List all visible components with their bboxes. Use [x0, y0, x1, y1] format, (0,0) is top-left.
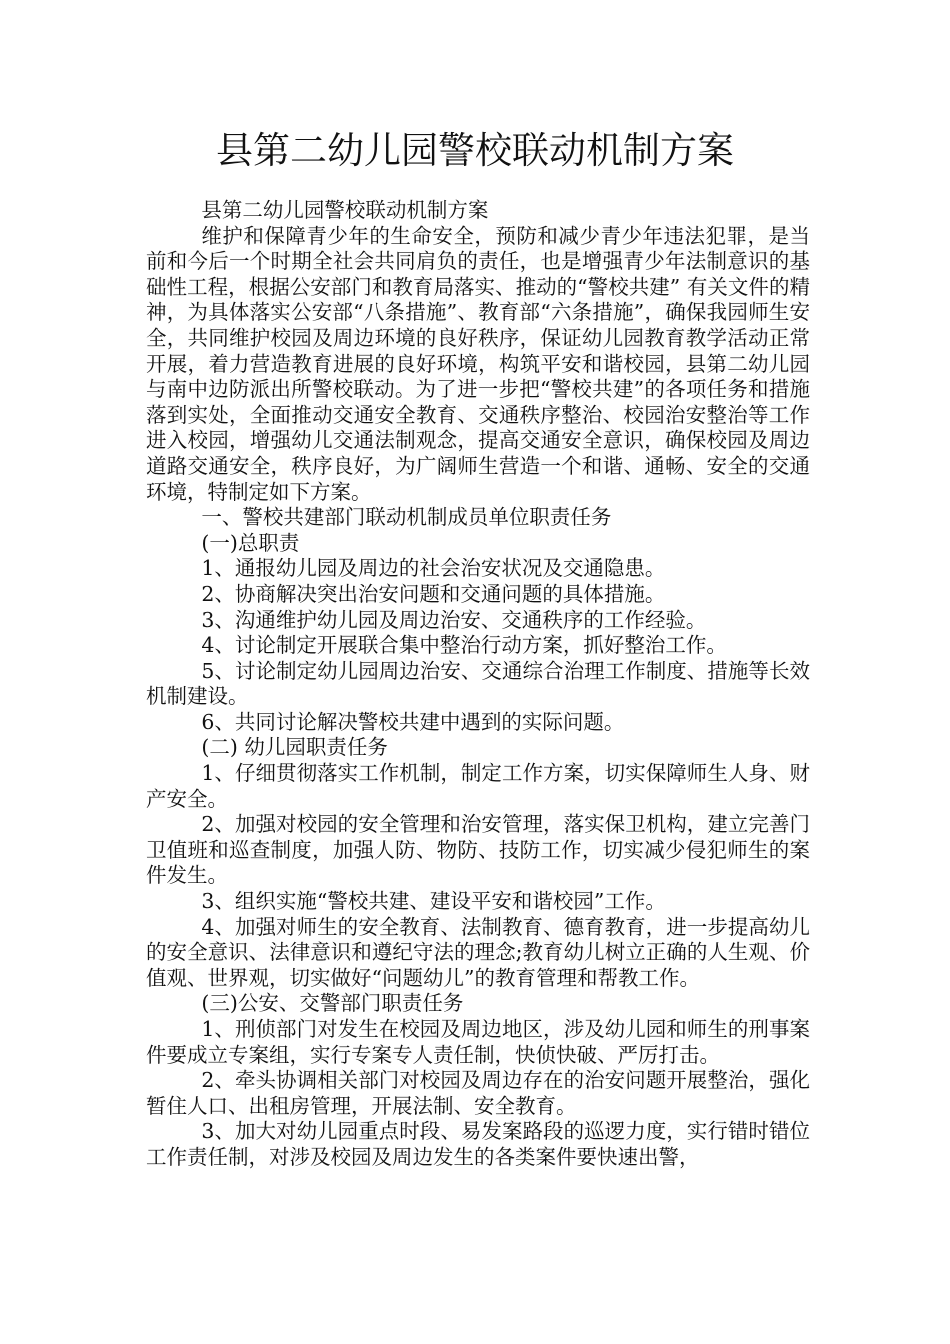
list-item: 1、刑侦部门对发生在校园及周边地区，涉及幼儿园和师生的刑事案件要成立专案组，实行专案专人责任制，快侦快破、严厉打击。 — [146, 1017, 810, 1067]
document-title: 县第二幼儿园警校联动机制方案 — [216, 129, 734, 172]
section-heading-1: 一、警校共建部门联动机制成员单位职责任务 — [201, 505, 612, 530]
list-item: 2、牵头协调相关部门对校园及周边存在的治安问题开展整治，强化暂住人口、出租房管理，开展法制、安全教育。 — [146, 1068, 810, 1118]
list-item: 6、共同讨论解决警校共建中遇到的实际问题。 — [201, 709, 625, 734]
list-item: 3、加大对幼儿园重点时段、易发案路段的巡逻力度，实行错时错位工作责任制，对涉及校园及周边发生的各类案件要快速出警， — [146, 1119, 810, 1169]
subsection-heading-kindergarten: (二) 幼儿园职责任务 — [201, 735, 388, 760]
list-item: 2、加强对校园的安全管理和治安管理，落实保卫机构，建立完善门卫值班和巡查制度，加强人防、物防、技防工作，切实减少侵犯师生的案件发生。 — [146, 812, 810, 888]
list-item: 4、讨论制定开展联合集中整治行动方案，抓好整治工作。 — [201, 633, 727, 658]
list-item: 5、讨论制定幼儿园周边治安、交通综合治理工作制度、措施等长效机制建设。 — [146, 658, 810, 709]
subsection-heading-general: (一)总职责 — [201, 530, 300, 555]
document-body — [146, 198, 810, 1171]
subsection-heading-police: (三)公安、交警部门职责任务 — [201, 991, 464, 1016]
list-item: 2、协商解决突出治安问题和交通问题的具体措施。 — [201, 581, 666, 606]
paragraph-subtitle: 县第二幼儿园警校联动机制方案 — [201, 198, 489, 222]
list-item: 4、加强对师生的安全教育、法制教育、德育教育，进一步提高幼儿的安全意识、法律意识和遵纪守法的理念;教育幼儿树立正确的人生观、价值观、世界观，切实做好“问题幼儿”的教育管理和帮教工作。 — [146, 914, 810, 990]
list-item: 3、沟通维护幼儿园及周边治安、交通秩序的工作经验。 — [201, 607, 707, 632]
list-item: 3、组织实施“警校共建、建设平安和谐校园”工作。 — [201, 889, 666, 914]
list-item: 1、通报幼儿园及周边的社会治安状况及交通隐患。 — [201, 556, 666, 581]
list-item: 1、仔细贯彻落实工作机制，制定工作方案，切实保障师生人身、财产安全。 — [146, 761, 810, 811]
paragraph-intro: 维护和保障青少年的生命安全，预防和减少青少年违法犯罪，是当前和今后一个时期全社会共同肩负的责任，也是增强青少年法制意识的基础性工程，根据公安部门和教育局落实、推动的“警校共建” 有关文件的精神，为具体落实公安部“八条措施”、教育部“六条措施”，确保我园师生安全，共同维护校园及周边环境的良好秩序，保证幼儿园教育教学活动正常开展，着力营造教育进展的良好环境，构筑平安和谐校园，县第二幼儿园与南中边防派出所警校联动。为了进一步把“警校共建”的各项任务和措施落到实处，全面推动交通安全教育、交通秩序整治、校园治安整治等工作进入校园，增强幼儿交通法制观念，提高交通安全意识，确保校园及周边道路交通安全，秩序良好，为广阔师生营造一个和谐、通畅、安全的交通环境，特制定如下方案。 — [146, 223, 810, 504]
